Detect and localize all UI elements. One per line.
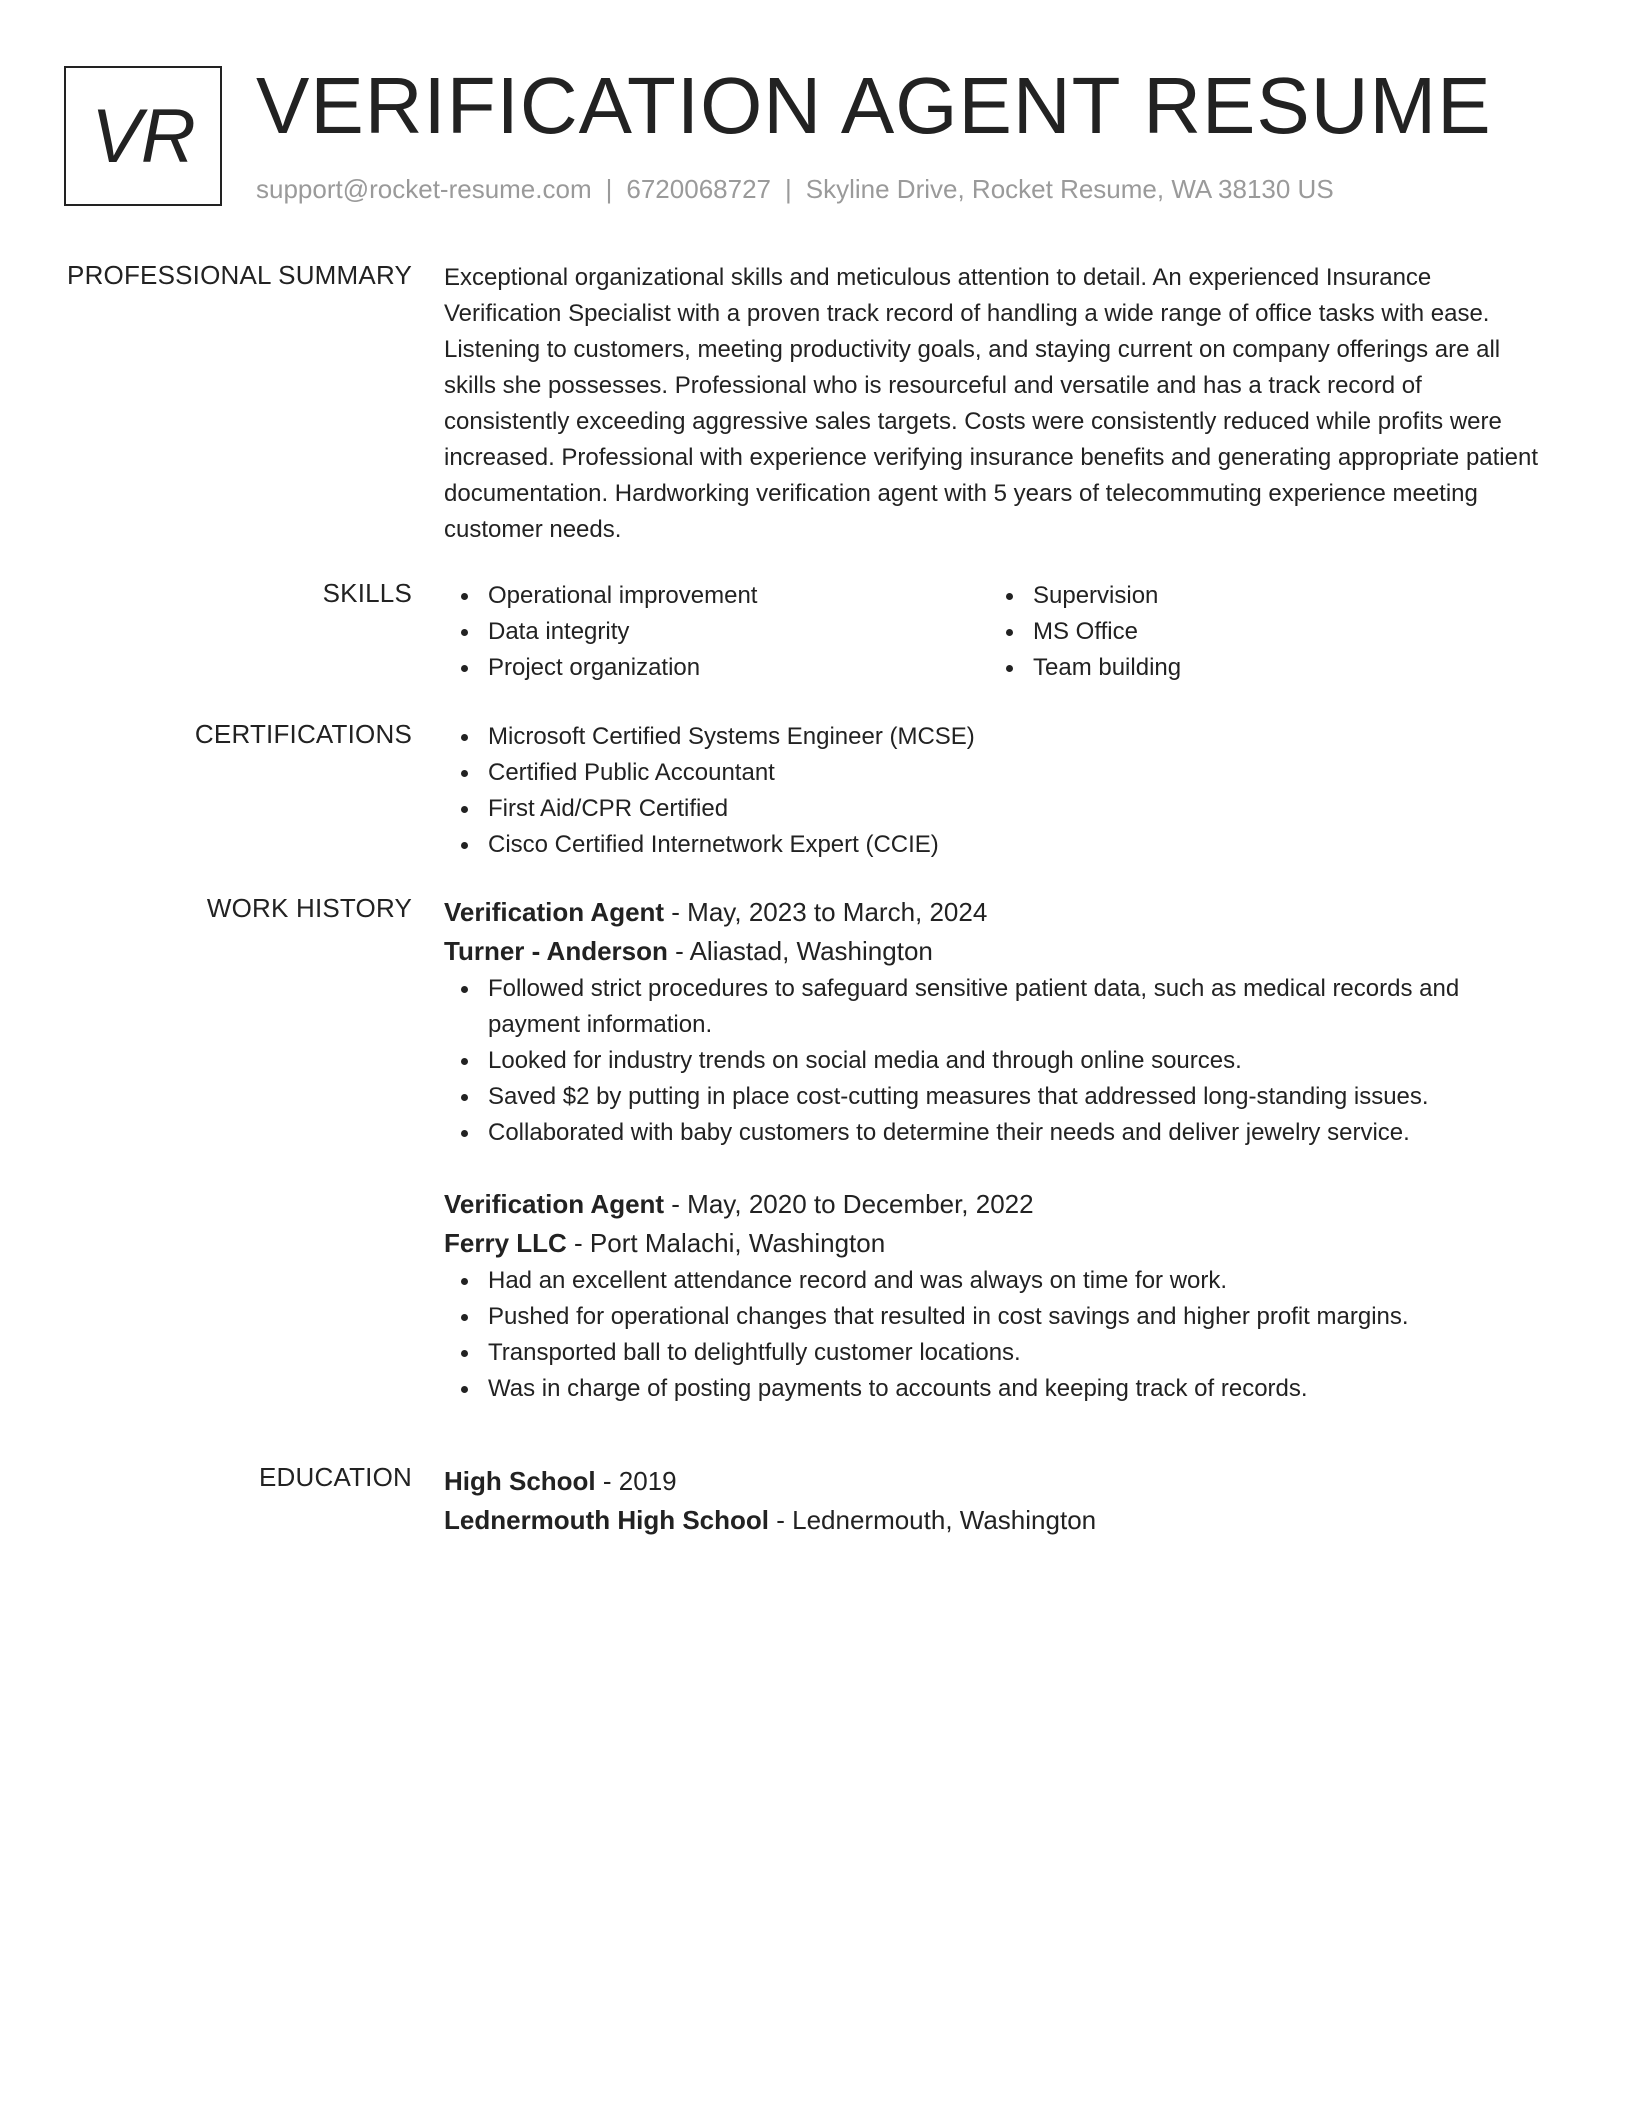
skill-item: Operational improvement bbox=[444, 578, 989, 614]
certification-item: Cisco Certified Internetwork Expert (CCIE) bbox=[444, 827, 1550, 863]
job-dates: - May, 2020 to December, 2022 bbox=[664, 1189, 1034, 1219]
skill-item: MS Office bbox=[989, 614, 1534, 650]
job-entry bbox=[444, 1185, 1550, 1407]
section-label-summary: PROFESSIONAL SUMMARY bbox=[67, 260, 412, 290]
job-company: Ferry LLC bbox=[444, 1228, 567, 1258]
section-label-work-history: WORK HISTORY bbox=[206, 893, 412, 923]
job-location: - Port Malachi, Washington bbox=[566, 1228, 886, 1258]
summary-body bbox=[444, 260, 1550, 548]
skill-item: Project organization bbox=[444, 650, 989, 686]
job-bullet-list bbox=[444, 971, 1550, 1151]
job-company-line bbox=[444, 932, 1550, 971]
contact-separator: | bbox=[785, 174, 792, 204]
job-title: Verification Agent bbox=[444, 1189, 665, 1219]
job-bullet: Collaborated with baby customers to determine their needs and deliver jewelry service. bbox=[444, 1115, 1550, 1151]
job-entry bbox=[444, 893, 1550, 1151]
job-bullet: Was in charge of posting payments to accounts and keeping track of records. bbox=[444, 1371, 1550, 1407]
job-dates: - May, 2023 to March, 2024 bbox=[664, 897, 988, 927]
job-bullet: Pushed for operational changes that resulted in cost savings and higher profit margins. bbox=[444, 1299, 1550, 1335]
job-title-line bbox=[444, 1185, 1550, 1224]
certification-item: Certified Public Accountant bbox=[444, 755, 1550, 791]
work-history-body bbox=[444, 893, 1550, 1407]
education-body bbox=[444, 1462, 1550, 1540]
job-bullet: Saved $2 by putting in place cost-cutting measures that addressed long-standing issues. bbox=[444, 1079, 1550, 1115]
job-title: Verification Agent bbox=[444, 897, 665, 927]
resume-header bbox=[64, 61, 1584, 210]
contact-address: Skyline Drive, Rocket Resume, WA 38130 US bbox=[805, 174, 1334, 204]
monogram-badge: VR bbox=[64, 66, 222, 206]
resume-title: VERIFICATION AGENT RESUME bbox=[256, 61, 1492, 150]
job-bullet: Transported ball to delightfully customer locations. bbox=[444, 1335, 1550, 1371]
education-degree: High School bbox=[444, 1466, 596, 1496]
skill-item: Data integrity bbox=[444, 614, 989, 650]
certification-item: First Aid/CPR Certified bbox=[444, 791, 1550, 827]
education-year: - 2019 bbox=[595, 1466, 677, 1496]
contact-phone[interactable]: 6720068727 bbox=[626, 174, 771, 204]
job-location: - Aliastad, Washington bbox=[667, 936, 933, 966]
skills-list bbox=[444, 578, 1550, 686]
skill-item: Team building bbox=[989, 650, 1534, 686]
section-label-certifications: CERTIFICATIONS bbox=[194, 719, 412, 749]
certifications-list bbox=[444, 719, 1550, 863]
job-company: Turner - Anderson bbox=[444, 936, 668, 966]
section-label-skills: SKILLS bbox=[322, 578, 412, 608]
job-title-line bbox=[444, 893, 1550, 932]
contact-separator: | bbox=[605, 174, 613, 204]
education-degree-line bbox=[444, 1462, 1550, 1501]
certification-item: Microsoft Certified Systems Engineer (MCSE) bbox=[444, 719, 1550, 755]
job-bullet: Looked for industry trends on social media and through online sources. bbox=[444, 1043, 1550, 1079]
job-bullet-list bbox=[444, 1263, 1550, 1407]
skills-body bbox=[444, 578, 1550, 686]
contact-line bbox=[256, 174, 1334, 205]
skill-item: Supervision bbox=[989, 578, 1534, 614]
education-school-line bbox=[444, 1501, 1550, 1540]
education-location: - Lednermouth, Washington bbox=[769, 1505, 1097, 1535]
section-label-education: EDUCATION bbox=[259, 1462, 412, 1492]
education-school: Lednermouth High School bbox=[444, 1505, 769, 1535]
summary-text: Exceptional organizational skills and meticulous attention to detail. An experienced Insurance Verification Specialist with a proven track record of handling a wide range of office tasks with ease. Listening to customers, meeting productivity goals, and staying current on company offerings are all skills she possesses. Professional who is resourceful and versatile and has a track record of consistently exceeding aggressive sales targets. Costs were consistently reduced while profits were increased. Professional with experience verifying insurance benefits and generating appropriate patient documentation. Hardworking verification agent with 5 years of telecommuting experience meeting customer needs. bbox=[444, 264, 1539, 543]
job-bullet: Followed strict procedures to safeguard sensitive patient data, such as medical records and payment information. bbox=[444, 971, 1550, 1043]
job-company-line bbox=[444, 1224, 1550, 1263]
certifications-body bbox=[444, 719, 1550, 863]
job-bullet: Had an excellent attendance record and was always on time for work. bbox=[444, 1263, 1550, 1299]
contact-email[interactable]: support@rocket-resume.com bbox=[256, 174, 592, 204]
